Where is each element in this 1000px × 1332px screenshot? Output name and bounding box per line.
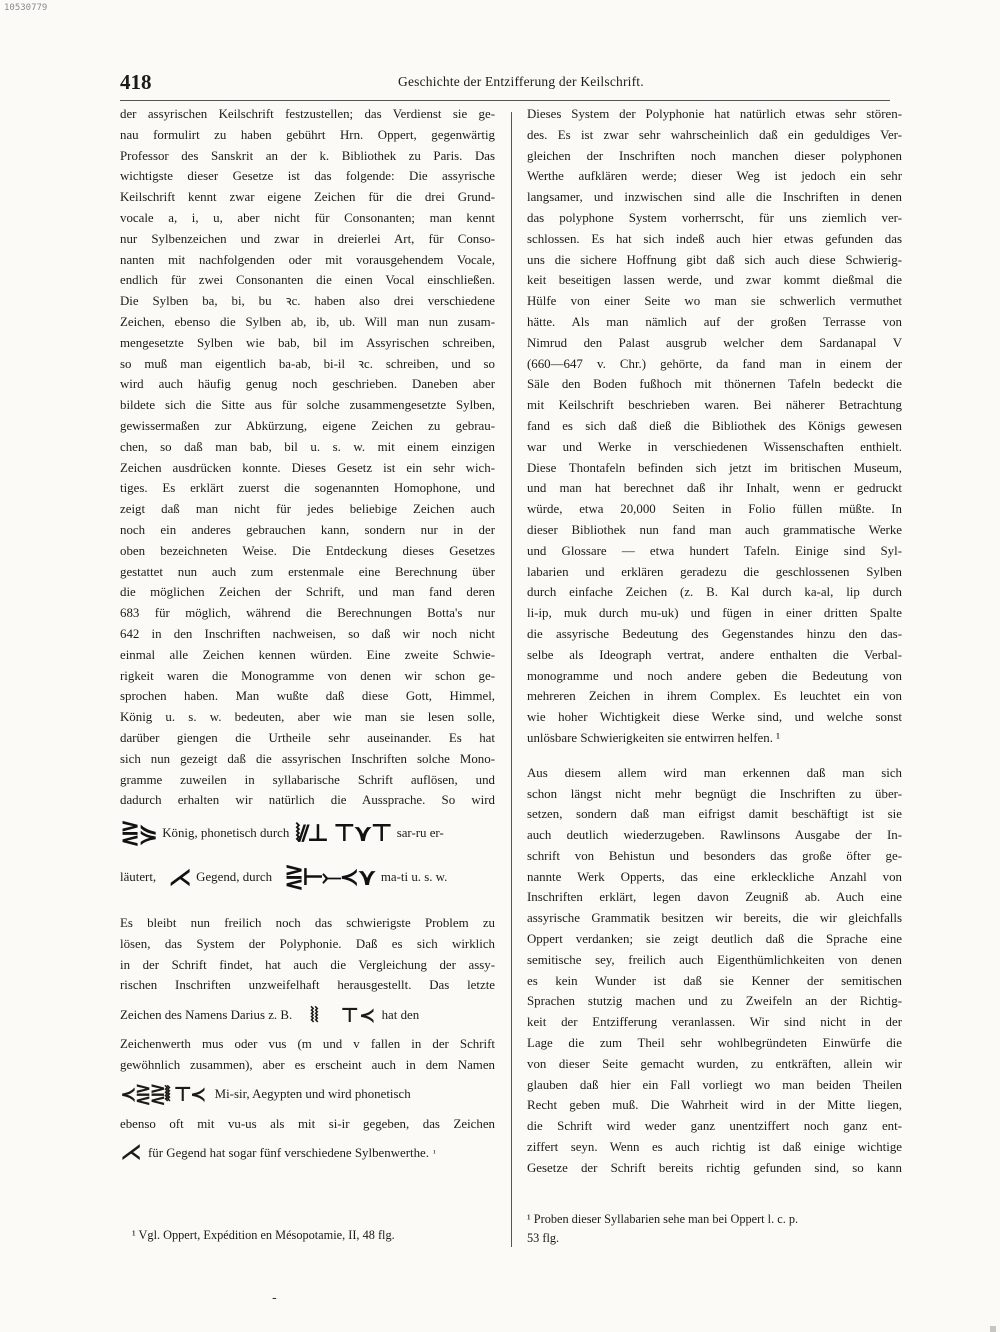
left-paragraph-4	[120, 1114, 495, 1135]
text-line: selbe als Ideograph vertrat, andere enthalten die Verbal-	[527, 647, 902, 662]
text-line: Dieses System der Polyphonie hat natürlich etwas sehr stören-	[527, 107, 902, 121]
text-line: Säle den Boden fußhoch mit thönernen Tafeln bedeckt die	[527, 377, 902, 392]
text-line: wird auch häufig genug noch geschrieben. Daneben aber	[120, 377, 495, 392]
example-land-text: Gegend, durch	[196, 869, 273, 884]
header-rule	[120, 100, 890, 101]
text-line: (660—647 v. Chr.) gehörte, da fand man in einem der	[527, 356, 902, 371]
text-line: König u. s. w. bedeuten, aber wie man sie lesen solle,	[120, 710, 495, 725]
text-line: Oppert verdanken; sie zeigt deutlich daß die Sprache eine	[527, 932, 902, 947]
text-line: so muß man eigentlich ba-ab, bi-il ꝛc. schreiben, und so	[120, 356, 495, 371]
text-line: war und Werke in verschiedenen Wissenschaften enthielt.	[527, 439, 902, 454]
left-column	[120, 104, 495, 1173]
cuneiform-misir-signs: ≺⋛⋛⦚⦚ ⊤≺	[120, 1082, 205, 1107]
misir-text: Mi-sir, Aegypten und wird phonetisch	[214, 1087, 411, 1102]
text-line: Sprachen stutzig machen und zu Zweifeln an der Richtig-	[527, 994, 902, 1009]
text-line: gewissermaßen zur Abkürzung, eigene Zeichen zu gebrau-	[120, 418, 495, 433]
text-line: ebenso oft mit vu-us als mit si-ir gegeben, das Zeichen	[120, 1116, 495, 1131]
text-line: bildete sich die Sitte aus für solche zusammengesetzte Sylben,	[120, 398, 495, 413]
text-line: Es bleibt nun freilich noch das schwierigste Problem zu	[120, 916, 495, 931]
text-line: mit Keilschrift beschrieben waren. Bei näherer Betrachtung	[527, 398, 902, 413]
left-paragraph-1	[120, 104, 495, 811]
text-line: Werthe aufklären werde; dieser Weg ist jedoch ein sehr	[527, 169, 902, 184]
text-line: Recht geben muß. Die Wahrheit wird in der Mitte liegen,	[527, 1098, 902, 1113]
text-line: sprochen haben. Man wußte daß diese Gott, Himmel,	[120, 689, 495, 704]
example-land-reading: ma-ti u. s. w.	[380, 869, 448, 884]
text-line: die Schrift wird weder ganz unentziffert noch ganz ent-	[527, 1119, 902, 1134]
left-paragraph-2	[120, 913, 495, 996]
text-line: Inschriften erklärt, legen davon Zeugniß ab. Auch eine	[527, 890, 902, 905]
text-line: Diese Thontafeln befinden sich jetzt im britischen Museum,	[527, 460, 902, 475]
text-line: 683 für möglich, während die Berechnungen Botta's nur	[120, 606, 495, 621]
text-line: das polyphone System vorherrscht, für uns ziemlich ver-	[527, 210, 902, 225]
right-paragraph-2	[527, 763, 902, 1179]
right-column	[527, 104, 902, 1179]
text-line: mehreren Zeichen in ihrem Complex. Es leuchtet ein von	[527, 689, 902, 704]
footnote-marker: ¹	[432, 1148, 436, 1159]
cuneiform-king-monogram: ⋛⋟	[120, 818, 157, 847]
text-line: Die Sylben ba, bi, bu ꝛc. haben also drei verschiedene	[120, 294, 495, 309]
text-line: Hülfe von einer Seite wo man sie schwerlich vermuthet	[527, 294, 902, 309]
text-line: noch ein anderes gebrauchen kann, sondern nur in der	[120, 522, 495, 537]
text-line: Keilschrift kennt zwar eigene Zeichen für die drei Grund-	[120, 190, 495, 205]
text-line: und Glossare — etwa hundert Tafeln. Einige sind Syl-	[527, 543, 902, 558]
text-line: chen, so daß man bab, bil u. s. w. mit einem einzigen	[120, 439, 495, 454]
text-line: glauben daß hier ein Fall vorliegt wo man beiden Theilen	[527, 1077, 902, 1092]
text-line: lösen, das System der Polyphonie. Daß es sich wirklich	[120, 936, 495, 951]
text-line: gleichen der Inschriften noch manchen dieser polyphonen	[527, 148, 902, 163]
cuneiform-ma-ti-signs: ⋛⊢⤚≺⋎	[284, 862, 375, 891]
text-line: ziffert seyn. Wenn es auch richtig ist daß einige wichtige	[527, 1140, 902, 1155]
text-line: rigkeit waren die Monogramme von denen wir schon ge-	[120, 668, 495, 683]
text-line: Zeichenwerth mus oder vus (m und v fallen in der Schrift	[120, 1037, 495, 1052]
example-king-reading: sar-ru er-	[396, 825, 444, 840]
cuneiform-example-land	[120, 855, 495, 899]
text-line: durch einfache Zeichen (z. B. Kal durch ka-al, lip durch	[527, 585, 902, 600]
running-title: Geschichte der Entzifferung der Keilschrift.	[398, 74, 644, 89]
text-line: li-ip, muk durch mu-uk) und fügen in einer dritten Spalte	[527, 606, 902, 621]
footnote-right-line-1: ¹ Proben dieser Syllabarien sehe man bei Oppert l. c. p.	[527, 1212, 799, 1226]
text-line: schrift von Behistun und besonders das große öfter ge-	[527, 848, 902, 863]
text-line: auch deutlich wiederzugeben. Rawlinsons Ausgabe der In-	[527, 828, 902, 843]
text-line: nur Sylbenzeichen und zwar in dreierlei Art, für Conso-	[120, 231, 495, 246]
scan-edge-mark	[990, 1326, 996, 1332]
text-line: langsamer, und inzwischen sind alle die Inschriften in denen	[527, 190, 902, 205]
cuneiform-land-sign: ⋌	[120, 1140, 142, 1166]
text-line: nanten mit nachfolgenden oder mit vorausgehendem Vocale,	[120, 252, 495, 267]
gegend-line	[120, 1135, 495, 1173]
footnote-right	[527, 1210, 902, 1248]
text-line: die möglichen Zeichen der Schrift, und man fand deren	[120, 585, 495, 600]
text-line: des. Es ist zwar sehr wahrscheinlich daß ein geduldiges Ver-	[527, 127, 902, 142]
text-line: fand es sich daß dieß die Bibliothek des Königs gewesen	[527, 418, 902, 433]
page-number: 418	[120, 70, 152, 94]
cuneiform-darius-sign-a: ⦚⦚	[310, 1002, 319, 1027]
text-line: einmal alle Zeichen kennen würden. Eine zweite Schwie-	[120, 647, 495, 662]
text-line: setzen, sondern daß man eifrigst damit beschäftigt ist sie	[527, 807, 902, 822]
text-line: sich nun gezeigt daß die assyrischen Inschriften solche Mono-	[120, 751, 495, 766]
darius-text-end: hat den	[381, 1007, 420, 1022]
misir-line	[120, 1076, 495, 1114]
footnote-left: ¹ Vgl. Oppert, Expédition en Mésopotamie, II, 48 flg.	[132, 1228, 395, 1242]
text-line: keit beseitigen lassen werde, und zwar kommt dießmal die	[527, 273, 902, 288]
text-line: tiges. Es erklärt zuerst die sogenannten Homophone, und	[120, 481, 495, 496]
text-line: assyrische Grammatik besitzen wir bereits, die wir gleichfalls	[527, 911, 902, 926]
example-land-lead: läutert,	[120, 869, 157, 884]
text-line: würde, etwa 20,000 Seiten in Folio füllen müßte. In	[527, 502, 902, 517]
cuneiform-example-king	[120, 811, 495, 855]
text-line: monogramme und noch andere geben die Bedeutung von	[527, 668, 902, 683]
text-line: unlösbare Schwierigkeiten sie entwirren helfen. ¹	[527, 730, 780, 745]
text-line: semitische sey, freilich auch Eigenthümlichkeiten von denen	[527, 952, 902, 967]
text-line: Aus diesem allem wird man erkennen daß man sich	[527, 765, 902, 780]
left-paragraph-3	[120, 1034, 495, 1076]
cuneiform-sar-ru-signs: ⦚⫽⊥ ⊤⋎⊤	[295, 818, 391, 847]
text-line: uns die sichere Hoffnung gibt daß sich auch diese Schwierig-	[527, 252, 902, 267]
text-line: endlich für zwei Consonanten die einen Vocal einschließen.	[120, 273, 495, 288]
text-line: zeigt daß man nicht für jedes beliebige Zeichen auch	[120, 502, 495, 517]
text-line: Zeichen, ebenso die Sylben ab, ib, ub. Will man nun zusam-	[120, 314, 495, 329]
text-line: gewöhnlich zusammen), aber es erscheint auch in dem Namen	[120, 1058, 495, 1073]
right-paragraph-1	[527, 104, 902, 749]
text-line: hätte. Als man nämlich auf der großen Terrasse von	[527, 314, 902, 329]
text-line: Professor des Sanskrit an der k. Bibliothek zu Paris. Das	[120, 148, 495, 163]
text-line: von dieser Seite gemacht wurden, zu entkräften, allein wir	[527, 1056, 902, 1071]
text-line: der assyrischen Keilschrift festzustellen; das Verdienst sie ge-	[120, 107, 495, 121]
text-line: gestattet nun auch zum erstenmale eine Berechnung über	[120, 564, 495, 579]
text-line: in der Schrift findet, hat auch die Vergleichung der assy-	[120, 957, 495, 972]
text-line: nannte Werk Opperts, das eine erkleckliche Anzahl von	[527, 869, 902, 884]
footnote-right-line-2: 53 flg.	[527, 1231, 560, 1245]
text-line: vocale a, i, u, aber nicht für Consonanten; man kennt	[120, 210, 495, 225]
text-line: Nimrud den Palast ausgrub welcher dem Sardanapal V	[527, 335, 902, 350]
example-king-text: König, phonetisch durch	[162, 825, 290, 840]
text-line: dieser Bibliothek nun fand man auch grammatische Werke	[527, 522, 902, 537]
text-line: schlossen. Es hat sich indeß auch hier etwas gefunden das	[527, 231, 902, 246]
column-divider	[511, 112, 512, 1247]
cuneiform-land-monogram: ⋌	[168, 862, 191, 891]
text-line: wie hoher Wichtigkeit diese Werke sind, und welche sonst	[527, 710, 902, 725]
text-line: oben bezeichneten Weise. Die Entdeckung dieses Gesetzes	[120, 543, 495, 558]
text-line: mengesetzte Sylben wie bab, bil im Assyrischen schreiben,	[120, 335, 495, 350]
text-line: dadurch erhalten wir natürlich die Aussprache. So wird	[120, 793, 495, 808]
text-line: labarien und erklären geradezu die geschlossenen Sylben	[527, 564, 902, 579]
text-line: schon längst nicht mehr begnügt die Inschriften zu über-	[527, 786, 902, 801]
text-line: nau formulirt zu haben gebührt Hrn. Oppert, gegenwärtig	[120, 127, 495, 142]
text-line: keit der Entzifferung veranlassen. Wir sind nicht in der	[527, 1015, 902, 1030]
darius-text: Zeichen des Namens Darius z. B.	[120, 1007, 293, 1022]
text-line: darüber giengen die Urtheile sehr auseinander. Es hat	[120, 730, 495, 745]
text-line: Zeichen ausdrücken konnte. Dieses Gesetz ist ein sehr wich-	[120, 460, 495, 475]
text-line: es kein Wunder ist daß sie Kenner der semitischen	[527, 973, 902, 988]
text-line: 642 in den Inschriften nachweisen, so daß wir noch nicht	[120, 626, 495, 641]
darius-line	[120, 996, 495, 1034]
cuneiform-darius-sign-b: ⊤≺	[340, 1002, 376, 1027]
text-line: rischen Inschriften unzweifelhaft herausgestellt. Das letzte	[120, 978, 495, 993]
text-line: gramme zuweilen in syllabarische Schrift auflösen, und	[120, 772, 495, 787]
text-line: die assyrische Bedeutung des Gegenstandes hinzu den das-	[527, 626, 902, 641]
stray-mark: -	[272, 1290, 277, 1306]
text-line: und man hat berechnet daß ihr Inhalt, wenn er gedruckt	[527, 481, 902, 496]
scan-id: 10530779	[4, 3, 48, 13]
text-line: Gesetze der Schrift bereits richtig gefunden sind, so kann	[527, 1160, 902, 1175]
gegend-text: für Gegend hat sogar fünf verschiedene Sylbenwerthe.	[148, 1146, 429, 1161]
text-line: Lage die zum Theil sehr wohlbegründeten Einwürfe die	[527, 1036, 902, 1051]
text-line: wichtigste dieser Gesetze ist das folgende: Die assyrische	[120, 169, 495, 184]
